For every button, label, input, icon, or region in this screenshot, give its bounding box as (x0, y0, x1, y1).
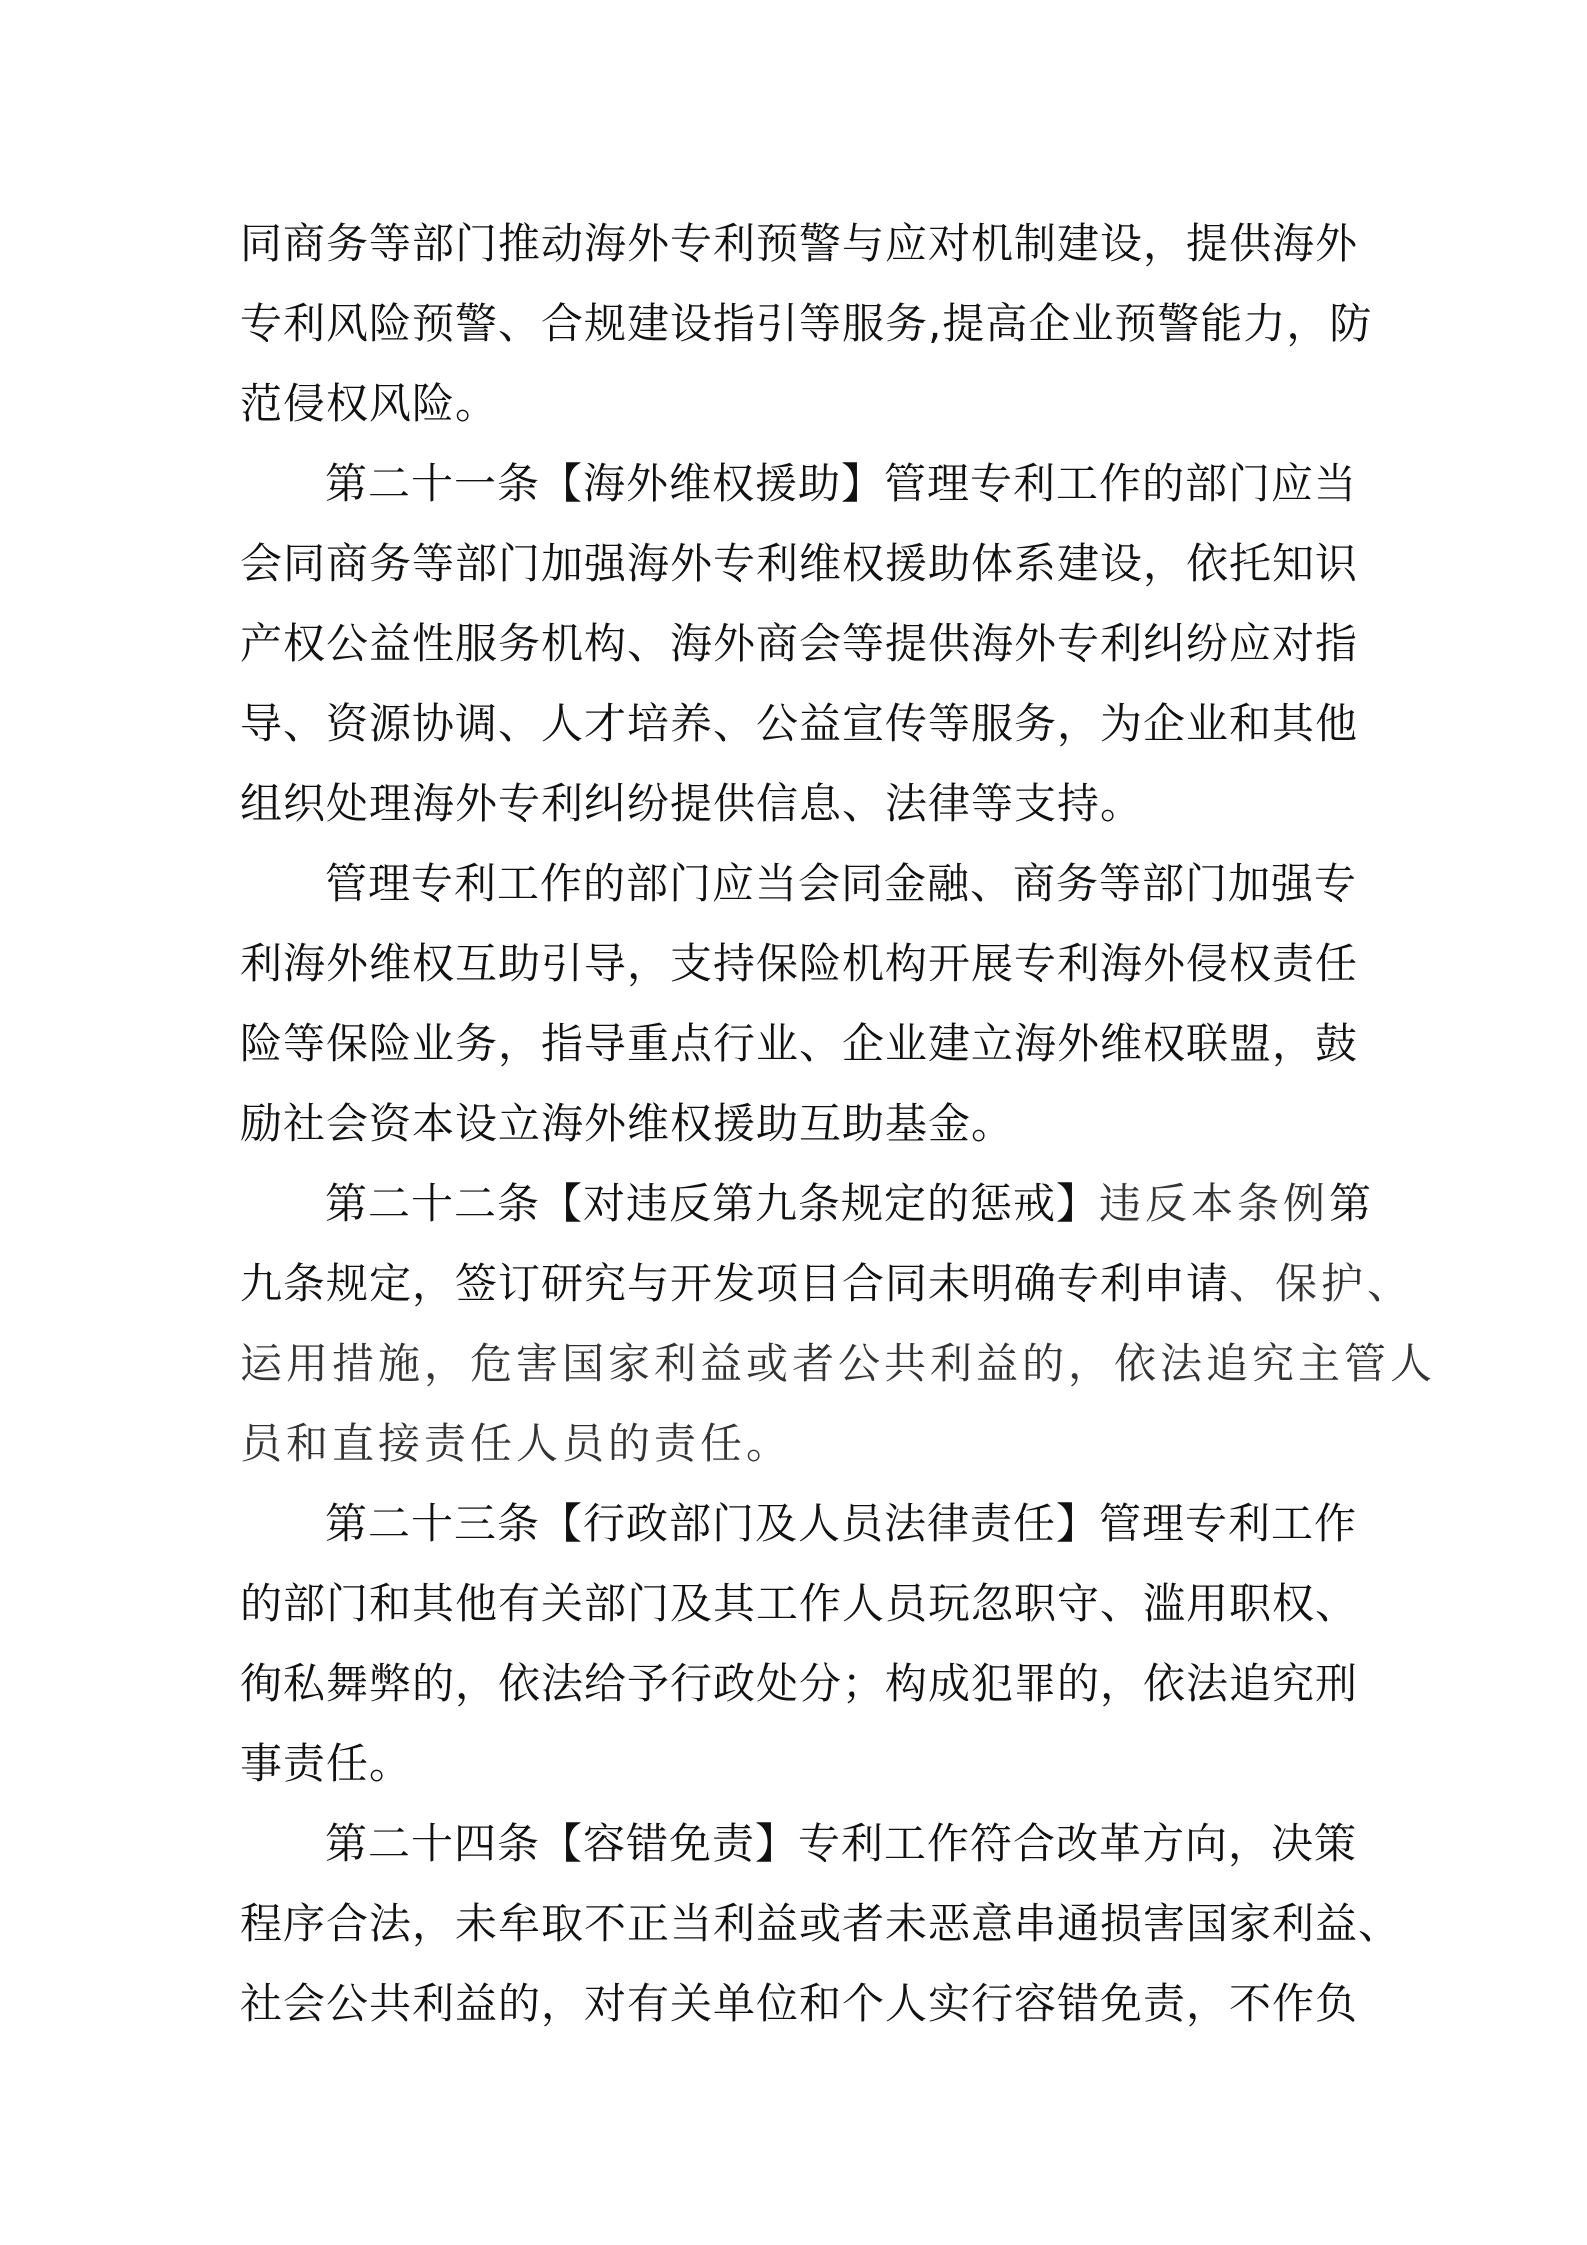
text-line (240, 1249, 1414, 1319)
text-segment-alt-font: 员和直接责任人员的责任。 (240, 1419, 793, 1468)
text-line: 专利风险预警、合规建设指引等服务,提高企业预警能力，防 (240, 299, 1373, 348)
text-line: 程序合法，未牟取不正当利益或者未恶意串通损害国家利益、 (240, 1899, 1402, 1948)
text-segment-alt-font: 、保护、 (1229, 1259, 1414, 1308)
text-line: 同商务等部门推动海外专利预警与应对机制建设，提供海外 (240, 219, 1359, 268)
text-line: 产权公益性服务机构、海外商会等提供海外专利纠纷应对指 (240, 619, 1359, 668)
text-line: 徇私舞弊的，依法给予行政处分；构成犯罪的，依法追究刑 (240, 1659, 1359, 1708)
article-21-first-line: 第二十一条【海外维权援助】管理专利工作的部门应当 (325, 459, 1358, 508)
text-segment-alt-font: 运用措施，危害国家利益或者公共利益的，依法追究主管人 (240, 1339, 1437, 1388)
article-23-first-line: 第二十三条【行政部门及人员法律责任】管理专利工作 (325, 1499, 1358, 1548)
text-line: 会同商务等部门加强海外专利维权援助体系建设，依托知识 (240, 539, 1359, 588)
text-segment: 第二十二条【对违反第九条规定的惩戒】 (325, 1179, 1100, 1228)
text-line: 励社会资本设立海外维权援助互助基金。 (240, 1099, 1015, 1148)
article-22-first-line (325, 1169, 1455, 1239)
article-24-first-line: 第二十四条【容错免责】专利工作符合改革方向，决策 (325, 1819, 1358, 1868)
text-line (240, 1409, 1370, 1479)
text-line: 利海外维权互助引导，支持保险机构开展专利海外侵权责任 (240, 939, 1359, 988)
text-line: 社会公共利益的，对有关单位和个人实行容错免责，不作负 (240, 1979, 1359, 2028)
text-line (240, 1329, 1437, 1399)
text-line: 险等保险业务，指导重点行业、企业建立海外维权联盟，鼓 (240, 1019, 1359, 1068)
text-line: 的部门和其他有关部门及其工作人员玩忽职守、滥用职权、 (240, 1579, 1359, 1628)
text-line: 导、资源协调、人才培养、公益宣传等服务，为企业和其他 (240, 699, 1359, 748)
text-line: 范侵权风险。 (240, 379, 499, 428)
paragraph-first-line: 管理专利工作的部门应当会同金融、商务等部门加强专 (325, 859, 1358, 908)
text-segment-alt-font: 违反本条例 (1099, 1179, 1330, 1228)
text-segment: 九条规定，签订研究与开发项目合同未明确专利申请 (240, 1259, 1230, 1308)
text-line: 事责任。 (240, 1739, 413, 1788)
text-line: 组织处理海外专利纠纷提供信息、法律等支持。 (240, 779, 1144, 828)
text-segment: 第 (1329, 1179, 1373, 1228)
